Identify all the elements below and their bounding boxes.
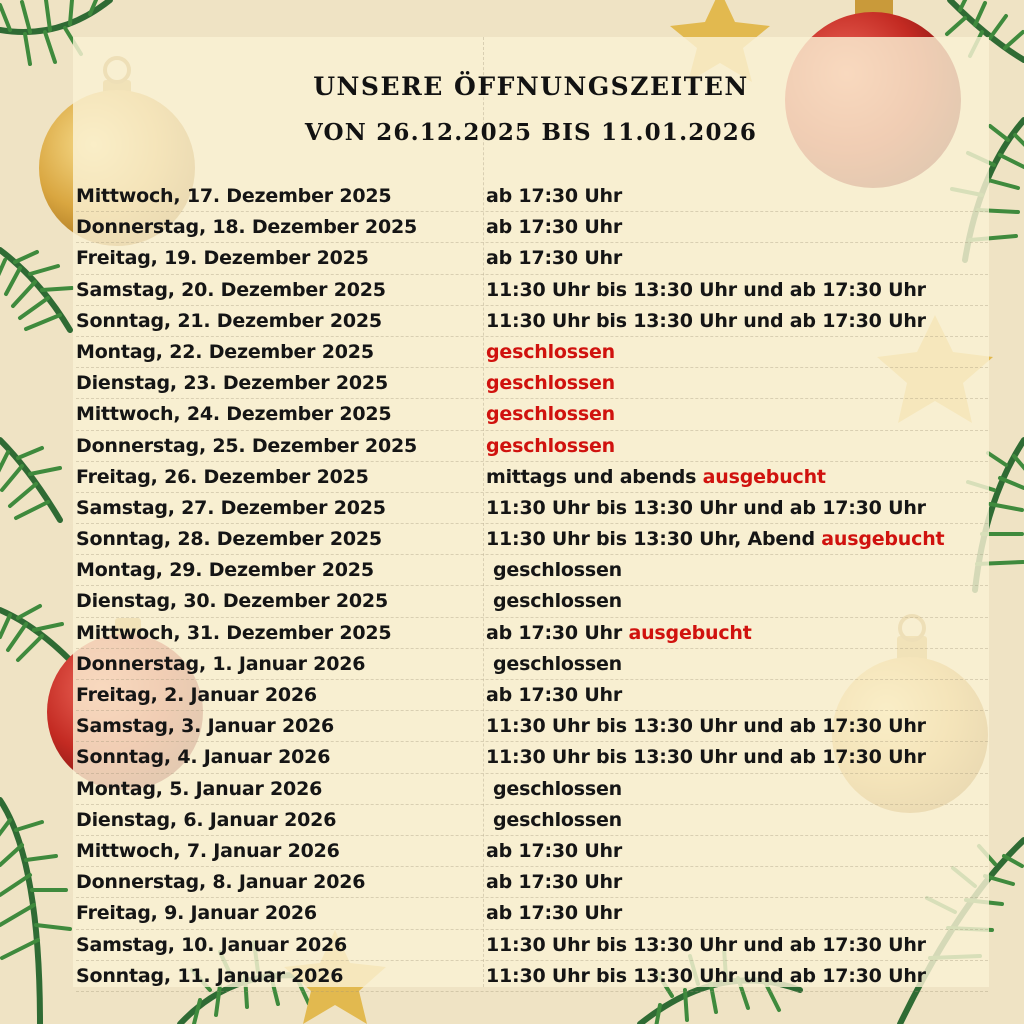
day-label: Montag, 22. Dezember 2025 (76, 340, 374, 363)
status-highlight: ausgebucht (702, 465, 826, 488)
table-row (76, 618, 988, 649)
hours-cell (486, 493, 926, 523)
status-highlight: geschlossen (486, 340, 615, 363)
day-label: Donnerstag, 1. Januar 2026 (76, 652, 366, 675)
hours-text: 11:30 Uhr bis 13:30 Uhr und ab 17:30 Uhr (486, 278, 926, 301)
table-row (76, 524, 988, 555)
hours-text: ab 17:30 Uhr (486, 185, 623, 207)
hours-cell (486, 212, 622, 242)
status-highlight: geschlossen (486, 434, 615, 457)
hours-text: 11:30 Uhr bis 13:30 Uhr und ab 17:30 Uhr (486, 309, 926, 332)
day-label: Sonntag, 11. Januar 2026 (76, 964, 344, 987)
hours-text: geschlossen (493, 808, 622, 831)
hours-text: 11:30 Uhr bis 13:30 Uhr und ab 17:30 Uhr (486, 746, 926, 769)
table-row (76, 898, 988, 929)
table-row (76, 805, 988, 836)
hours-cell (493, 649, 622, 679)
table-row (76, 649, 988, 680)
day-label: Freitag, 9. Januar 2026 (76, 902, 317, 925)
day-label: Sonntag, 4. Januar 2026 (76, 746, 331, 769)
hours-text: geschlossen (493, 590, 622, 613)
hours-cell (486, 867, 622, 897)
hours-cell (486, 618, 752, 648)
status-highlight: ausgebucht (821, 528, 945, 551)
table-row (76, 555, 988, 586)
day-label: Donnerstag, 8. Januar 2026 (76, 871, 366, 894)
table-row (76, 306, 988, 337)
hours-cell (486, 711, 926, 741)
hours-cell (486, 399, 615, 429)
table-row (76, 493, 988, 524)
table-row (76, 181, 988, 212)
day-label: Samstag, 3. Januar 2026 (76, 715, 335, 738)
hours-text: geschlossen (493, 777, 622, 800)
hours-text: geschlossen (493, 652, 622, 675)
hours-cell (486, 961, 926, 991)
day-label: Freitag, 2. Januar 2026 (76, 684, 317, 706)
hours-cell (486, 836, 622, 866)
hours-cell (486, 462, 826, 492)
hours-text: 11:30 Uhr bis 13:30 Uhr und ab 17:30 Uhr (486, 715, 926, 738)
hours-text: ab 17:30 Uhr (486, 902, 623, 925)
hours-text: geschlossen (493, 559, 622, 582)
table-row (76, 867, 988, 898)
hours-cell (486, 368, 615, 398)
day-label: Montag, 29. Dezember 2025 (76, 559, 374, 582)
table-row (76, 275, 988, 306)
table-row (76, 368, 988, 399)
table-row (76, 930, 988, 961)
day-label: Sonntag, 21. Dezember 2025 (76, 309, 382, 332)
day-label: Mittwoch, 7. Januar 2026 (76, 839, 340, 862)
status-highlight: geschlossen (486, 403, 615, 426)
table-row (76, 711, 988, 742)
hours-text: ab 17:30 Uhr (486, 839, 623, 862)
hours-cell (486, 898, 622, 928)
opening-hours-table (76, 181, 988, 992)
day-label: Samstag, 10. Januar 2026 (76, 933, 348, 956)
hours-cell (486, 680, 622, 710)
day-label: Sonntag, 28. Dezember 2025 (76, 528, 382, 551)
day-label: Samstag, 27. Dezember 2025 (76, 496, 386, 519)
day-label: Mittwoch, 24. Dezember 2025 (76, 403, 392, 426)
hours-text: 11:30 Uhr bis 13:30 Uhr und ab 17:30 Uhr (486, 933, 926, 956)
day-label: Montag, 5. Januar 2026 (76, 777, 323, 800)
hours-cell (486, 243, 622, 273)
table-row (76, 337, 988, 368)
day-label: Dienstag, 23. Dezember 2025 (76, 372, 388, 395)
table-row (76, 399, 988, 430)
hours-text: ab 17:30 Uhr (486, 871, 623, 894)
day-label: Donnerstag, 25. Dezember 2025 (76, 434, 418, 457)
hours-text: mittags und abends (486, 465, 703, 488)
hours-text: ab 17:30 Uhr (486, 216, 623, 239)
status-highlight: geschlossen (486, 372, 615, 395)
day-label: Dienstag, 30. Dezember 2025 (76, 590, 388, 613)
day-label: Samstag, 20. Dezember 2025 (76, 278, 386, 301)
hours-text: 11:30 Uhr bis 13:30 Uhr und ab 17:30 Uhr (486, 964, 926, 987)
hours-cell (493, 586, 622, 616)
table-row (76, 961, 988, 992)
status-highlight: ausgebucht (628, 621, 752, 644)
hours-cell (493, 555, 622, 585)
table-row (76, 212, 988, 243)
hours-text: 11:30 Uhr bis 13:30 Uhr und ab 17:30 Uhr (486, 496, 926, 519)
hours-cell (486, 181, 622, 211)
table-row (76, 836, 988, 867)
day-label: Donnerstag, 18. Dezember 2025 (76, 216, 418, 239)
table-row (76, 243, 988, 274)
page-subtitle: VON 26.12.2025 BIS 11.01.2026 (304, 119, 758, 146)
table-row (76, 586, 988, 617)
hours-text: ab 17:30 Uhr (486, 621, 629, 644)
hours-cell (486, 431, 615, 461)
hours-cell (486, 524, 944, 554)
hours-text: 11:30 Uhr bis 13:30 Uhr, Abend (486, 528, 822, 551)
day-label: Mittwoch, 31. Dezember 2025 (76, 621, 392, 644)
hours-text: ab 17:30 Uhr (486, 684, 623, 706)
day-label: Dienstag, 6. Januar 2026 (76, 808, 337, 831)
table-row (76, 774, 988, 805)
hours-cell (486, 275, 926, 305)
hours-cell (486, 930, 926, 960)
table-row (76, 462, 988, 493)
table-row (76, 680, 988, 711)
page-title: UNSERE ÖFFNUNGSZEITEN (313, 72, 749, 101)
day-label: Freitag, 19. Dezember 2025 (76, 247, 369, 270)
hours-cell (493, 805, 622, 835)
hours-cell (486, 337, 615, 367)
header (73, 70, 989, 150)
table-row (76, 431, 988, 462)
hours-cell (486, 306, 926, 336)
hours-cell (486, 742, 926, 772)
hours-cell (493, 774, 622, 804)
day-label: Freitag, 26. Dezember 2025 (76, 465, 369, 488)
hours-text: ab 17:30 Uhr (486, 247, 623, 270)
table-row (76, 742, 988, 773)
day-label: Mittwoch, 17. Dezember 2025 (76, 185, 392, 207)
